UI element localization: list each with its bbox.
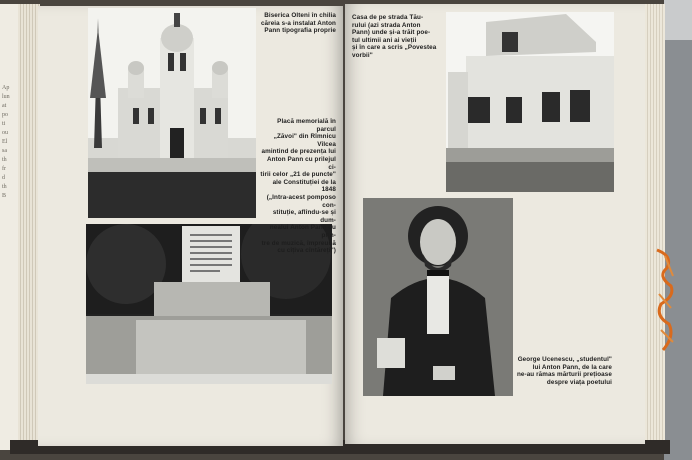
- church-caption: Biserica Olteni în chilia căreia s-a instalat Anton Pann tipografia proprie: [260, 12, 336, 35]
- background-light: [664, 0, 692, 40]
- portrait-photo: [363, 198, 513, 396]
- house-photo: [446, 12, 614, 192]
- portrait-caption: George Ucenescu, „studentul" lui Anton Pann, de la care ne-au rămas mărturii prețioase despre viața poetului: [516, 356, 612, 386]
- background-wall: [664, 0, 692, 460]
- right-page-stack: [645, 4, 665, 444]
- left-edge-text: Ap lun at po ti ou El sa th fr d th B: [2, 85, 10, 199]
- house-illustration: [446, 12, 614, 192]
- portrait-illustration: [363, 198, 513, 396]
- house-caption: Casa de pe strada Tău- rului (azi strada Anton Pann) unde și-a trăit poe- tul ultimii ani ai vieții și în care a scris „Povestea vorbii": [352, 14, 437, 59]
- left-page-edge: [0, 4, 18, 450]
- orange-sticker: [653, 246, 677, 356]
- church-illustration: [88, 8, 256, 218]
- plaque-caption: Placă memorială în parcul „Zăvoi" din Rîmnicu Vîlcea amintind de prezența lui Anton Pann cu prilejul ci- tirii celor „21 de puncte" ale Constituției de la 1848 („Intra-acest pomposo con- stituție, aflîndu-se și dum- nealui Anton Pann cu prin- tre de muzică, împreună cu cîțiva cîntăreți"): [260, 118, 336, 255]
- church-photo: [88, 8, 256, 218]
